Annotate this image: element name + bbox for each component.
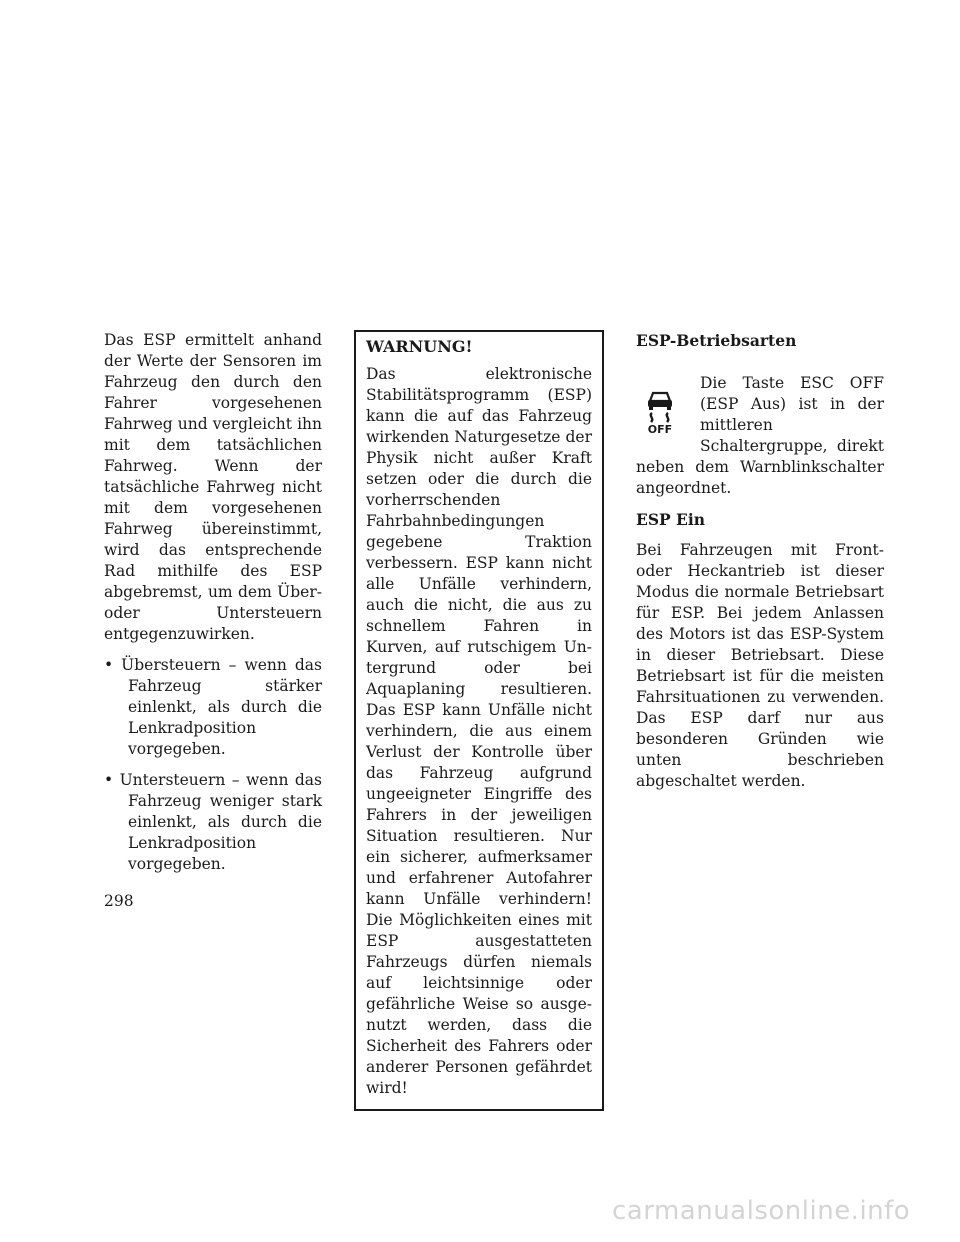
intro-paragraph: Das ESP ermittelt anhand der Werte der Sensoren im Fahrzeug den durch den Fahrer vorgesehenen Fahrweg und vergleicht ihn mit dem tatsächlichen Fahrweg. Wenn der tatsächliche Fahrweg nicht mit dem vorgesehenen Fahrweg übereinstimmt, wird das entsprechende Rad mithilfe des ESP abgebremst, um dem Über- oder Untersteuern entgegenzuwirken. (104, 331, 322, 643)
section-heading: ESP-Betriebsarten (636, 331, 797, 350)
switch-description-row (636, 373, 884, 499)
bullet-oversteer: • Übersteuern – wenn das Fahrzeug stärker einlenkt, als durch die Lenkradposition vorgegeben. (104, 656, 322, 758)
watermark: carmanualsonline.info (612, 1196, 911, 1226)
esp-off-label: OFF (647, 423, 673, 435)
page-number: 298 (104, 892, 134, 910)
warning-title: WARNUNG! (366, 337, 473, 356)
warning-text: Das elektronische Stabilitätsprogramm (ESP) kann die auf das Fahrzeug wirkenden Naturgesetze der Physik nicht außer Kraft setzen oder die durch die vorherrschenden Fahrbahnbedingungen gegebene Traktion verbessern. ESP kann nicht alle Unfälle verhindern, auch die nicht, die aus zu schnellem Fahren in Kurven, auf rutschigem Untergrund oder bei Aquaplaning resultieren. Das ESP kann Unfälle nicht verhindern, die aus einem Verlust der Kontrolle über das Fahrzeug aufgrund ungeeigneter Eingriffe des Fahrers in der jeweiligen Situation resultieren. Nur ein sicherer, aufmerksamer und erfahrener Autofahrer kann Unfälle verhindern! Die Möglichkeiten eines mit ESP ausgestatteten Fahrzeugs dürfen niemals auf leichtsinnige oder gefährliche Weise so ausgenutzt werden, dass die Sicherheit des Fahrers oder anderer Personen gefährdet wird! (366, 365, 592, 1097)
switch-description: Die Taste ESC OFF (ESP Aus) ist in der mittleren Schaltergruppe, direkt neben dem Warnblinkschalter angeordnet. (636, 374, 884, 497)
left-column (104, 330, 322, 875)
esp-off-icon (638, 385, 682, 435)
warning-box (354, 330, 604, 1111)
subheading-esp-on: ESP Ein (636, 510, 706, 529)
esp-on-paragraph: Bei Fahrzeugen mit Front- oder Heckantrieb ist dieser Modus die normale Betriebsart für ESP. Bei jedem Anlassen des Motors ist das ESP-System in dieser Betriebsart. Diese Betriebsart ist für die meisten Fahrsituationen zu verwenden. Das ESP darf nur aus besonderen Gründen wie unten beschrieben abgeschaltet werden. (636, 541, 884, 790)
bullet-understeer: • Untersteuern – wenn das Fahrzeug weniger stark einlenkt, als durch die Lenkradposition vorgegeben. (104, 771, 322, 873)
right-column (636, 330, 884, 792)
